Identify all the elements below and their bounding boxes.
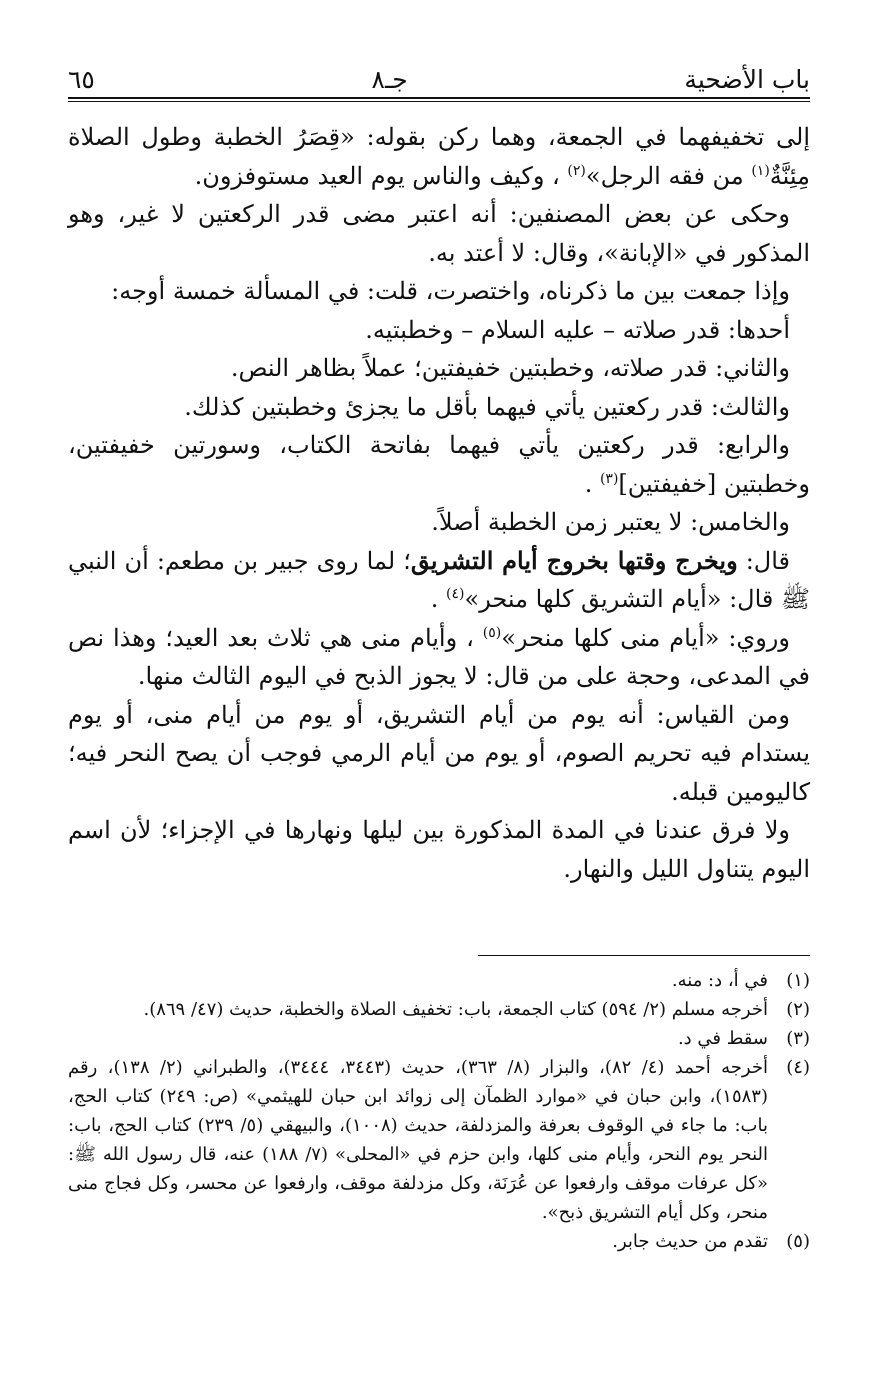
footnote-number: (٤) (786, 1057, 810, 1078)
footnote (68, 1053, 810, 1227)
footnote-text: أخرجه أحمد (٤/ ٨٢)، والبزار (٨/ ٣٦٣)، حديث (٣٤٤٣، ٣٤٤٤)، والطبراني (٢/ ١٣٨)، رقم (١٥٨٣)، وابن حبان في «موارد الظمآن إلى زوائد ابن حبان للهيثمي» (ص: ٢٤٩) كتاب الحج، باب: ما جاء في الوقوف بعرفة والمزدلفة، حديث (١٠٠٨)، والبيهقي (٥/ ٢٣٩) كتاب الحج، باب: النحر يوم النحر، وأيام منى كلها، وابن حزم في «المحلى» (٧/ ١٨٨) عنه، قال رسول الله ﷺ: «كل عرفات موقف وارفعوا عن عُرَنَة، وكل مزدلفة موقف، وارفعوا عن محسر، وكل فجاج منى منحر، وكل أيام التشريق ذبح». (68, 1057, 768, 1223)
footnote-ref: (٤) (446, 586, 465, 602)
footnote-text: سقط في د. (677, 1028, 768, 1049)
footnote-number: (٢) (786, 999, 810, 1020)
footnote-text: في أ، د: منه. (671, 970, 768, 991)
footnote-ref: (٣) (599, 470, 619, 487)
main-text (68, 118, 810, 888)
paragraph: والثاني: قدر صلاته، وخطبتين خفيفتين؛ عملاً بظاهر النص. (230, 354, 790, 382)
paragraph: ولا فرق عندنا في المدة المذكورة بين ليلها ونهارها في الإجزاء؛ لأن اسم اليوم يتناول الليل والنهار. (68, 816, 810, 883)
footnote (68, 966, 810, 995)
paragraph: وإذا جمعت بين ما ذكرناه، واختصرت، قلت: في المسألة خمسة أوجه: (111, 277, 790, 305)
footnote (68, 1227, 810, 1256)
footnote-ref: (٢) (567, 162, 586, 179)
paragraph: إلى تخفيفهما في الجمعة، وهما ركن بقوله: «قِصَرُ الخطبة وطول الصلاة مِئِنَّةٌ$^{(١)}$ من فقه الرجل»$^{(٢)}$ ، وكيف والناس يوم العيد مستوفزون. (68, 123, 810, 190)
volume-label: جـ٨ (371, 65, 408, 94)
footnote-ref: (١) (751, 162, 770, 179)
footnote-text: أخرجه مسلم (٢/ ٥٩٤) كتاب الجمعة، باب: تخفيف الصلاة والخطبة، حديث (٤٧/ ٨٦٩). (143, 999, 768, 1020)
page-header (68, 58, 810, 94)
paragraph: قال: ويخرج وقتها بخروج أيام التشريق؛ لما روى جبير بن مطعم: أن النبي ﷺ قال: «أيام التشريق كلها منحر»$^{(٤)}$ . (68, 545, 810, 613)
footnotes (68, 966, 810, 1256)
footnote-separator (478, 955, 810, 956)
matn-text: ويخرج وقتها بخروج أيام التشريق (410, 545, 738, 575)
page-number: ٦٥ (68, 65, 95, 94)
paragraph: وحكى عن بعض المصنفين: أنه اعتبر مضى قدر الركعتين لا غير، وهو المذكور في «الإبانة»، وقال: لا أعتد به. (68, 200, 810, 267)
paragraph: والثالث: قدر ركعتين يأتي فيهما بأقل ما يجزئ وخطبتين كذلك. (184, 392, 790, 421)
header-rule-thin (68, 101, 810, 102)
paragraph: ومن القياس: أنه يوم من أيام التشريق، أو يوم من أيام منى، أو يوم يستدام فيه تحريم الصوم، أو يوم من أيام الرمي فوجب أن يصح النحر فيه؛ كاليومين قبله. (68, 700, 810, 806)
footnote-number: (٥) (786, 1231, 810, 1252)
footnote-text: تقدم من حديث جابر. (612, 1231, 768, 1252)
footnote (68, 1024, 810, 1053)
paragraph: والرابع: قدر ركعتين يأتي فيهما بفاتحة الكتاب، وسورتين خفيفتين، وخطبتين [خفيفتين]$^{(٣)}$ . (68, 431, 810, 498)
chapter-title: باب الأضحية (684, 65, 810, 94)
footnote-ref: (٥) (482, 624, 502, 641)
paragraph: أحدها: قدر صلاته – عليه السلام – وخطبتيه. (365, 315, 790, 344)
header-rule (68, 97, 810, 99)
paragraph: والخامس: لا يعتبر زمن الخطبة أصلاً. (431, 508, 790, 536)
footnote-number: (٣) (786, 1028, 810, 1049)
paragraph: وروي: «أيام منى كلها منحر»$^{(٥)}$ ، وأيام منى هي ثلاث بعد العيد؛ وهذا نص في المدعى، وحجة على من قال: لا يجوز الذبح في اليوم الثالث منها. (68, 623, 810, 690)
footnote-number: (١) (786, 970, 810, 991)
footnote (68, 995, 810, 1024)
